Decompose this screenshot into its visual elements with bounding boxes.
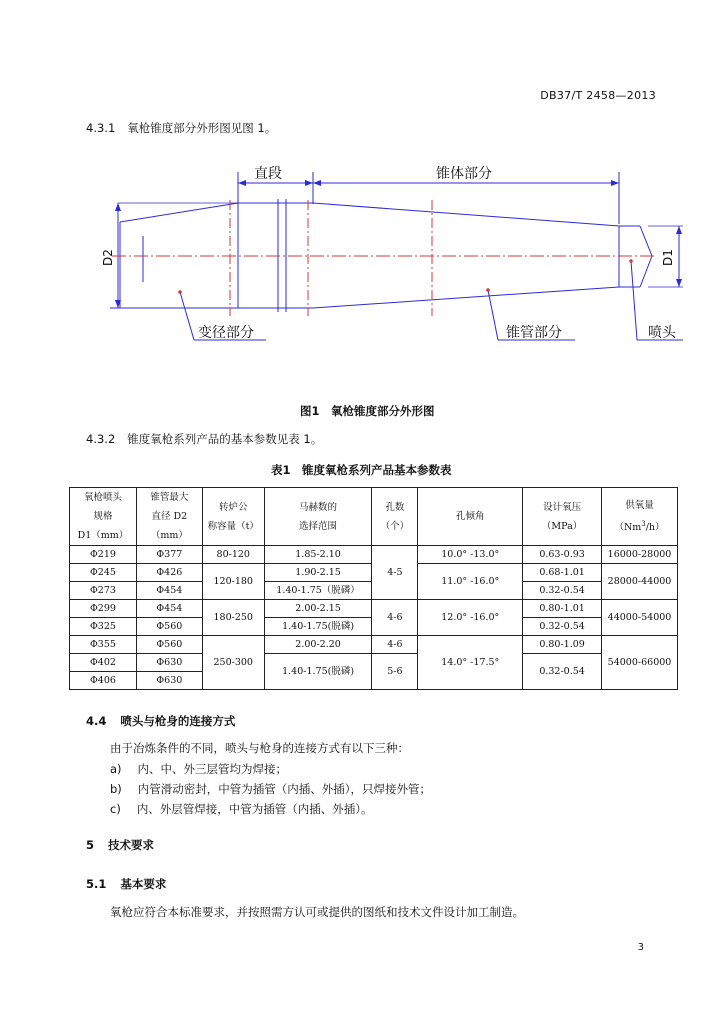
leader-line: [488, 290, 498, 340]
table-header-row: [70, 488, 678, 546]
document-code: DB37/T 2458—2013: [540, 89, 656, 102]
header-hole-angle: 孔倾角: [418, 488, 523, 546]
table-caption: 表1 锥度氧枪系列产品基本参数表: [271, 463, 452, 477]
callout-nozzle: 喷头: [648, 325, 676, 341]
header-mach-range: 马赫数的 选择范围: [264, 488, 372, 546]
table-row: Φ273 Φ454 1.40-1.75（脱磷） 0.32-0.54: [70, 582, 678, 600]
table-row: Φ219 Φ377 80-120 1.85-2.10 4-5 10.0° -13.0° 0.63-0.93 16000-28000: [70, 546, 678, 564]
lance-taper-diagram: [0, 150, 724, 360]
label-straight-section: 直段: [254, 166, 282, 182]
section-4-4-heading: 4.4 喷头与枪身的连接方式: [86, 714, 236, 728]
clause-text: 氧枪锥度部分外形图见图 1。: [127, 121, 277, 135]
label-cone-section: 锥体部分: [436, 166, 492, 182]
table-row: Φ402 Φ630 1.40-1.75(脱磷) 5-6 0.32-0.54: [70, 654, 678, 672]
header-nozzle-spec: 氧枪喷头 规格 D1（mm）: [70, 488, 137, 546]
header-oxygen-flow: 供氧量 （Nm$^3$/h）: [602, 488, 678, 546]
list-item: a) 内、中、外三层管均为焊接；: [110, 762, 288, 776]
table-row: Φ406 Φ630: [70, 672, 678, 690]
section-5-heading: 5 技术要求: [86, 838, 155, 852]
label-d1: D1: [661, 249, 675, 266]
clause-4-3-2: [86, 431, 322, 447]
table-row: Φ245 Φ426 120-180 1.90-2.15 11.0° -16.0° 0.68-1.01 28000-44000: [70, 564, 678, 582]
clause-number: 4.3.2: [86, 432, 116, 446]
section-5-1-heading: 5.1 基本要求: [86, 877, 167, 891]
page-number: 3: [637, 942, 644, 953]
reducer-top-edge: [120, 203, 238, 222]
list-item: c) 内、外层管焊接，中管为插管（内插、外插）。: [110, 802, 373, 816]
callout-reducer: 变径部分: [198, 325, 254, 341]
leader-line: [631, 261, 637, 340]
clause-number: 4.3.1: [86, 121, 116, 135]
cone-top-edge: [313, 203, 619, 226]
table-row: Φ299 Φ454 180-250 2.00-2.15 4-6 12.0° -16.0° 0.80-1.01 44000-54000: [70, 600, 678, 618]
clause-4-3-1: [86, 120, 276, 136]
callout-cone-tube: 锥管部分: [506, 325, 562, 341]
header-converter-capacity: 转炉公 称容量（t）: [202, 488, 264, 546]
header-design-pressure: 设计氧压 （MPa）: [523, 488, 602, 546]
figure-caption: 图1 氧枪锥度部分外形图: [300, 404, 435, 418]
leader-line: [180, 292, 194, 340]
cone-bottom-edge: [313, 287, 619, 308]
clause-text: 锥度氧枪系列产品的基本参数见表 1。: [127, 432, 323, 446]
label-d2: D2: [101, 249, 115, 266]
section-5-1-text: 氧枪应符合本标准要求，并按照需方认可或提供的图纸和技术文件设计加工制造。: [110, 905, 524, 919]
table-row: Φ325 Φ560 1.40-1.75(脱磷) 0.32-0.54: [70, 618, 678, 636]
table-row: Φ355 Φ560 250-300 2.00-2.20 4-6 14.0° -17.5° 0.80-1.09 54000-66000: [70, 636, 678, 654]
header-max-diameter: 锥管最大 直径 D2 （mm）: [136, 488, 202, 546]
header-hole-count: 孔数 （个）: [372, 488, 418, 546]
list-item: b) 内管滑动密封，中管为插管（内插、外插），只焊接外管；: [110, 782, 432, 796]
parameter-table: [69, 487, 678, 690]
section-4-4-intro: 由于冶炼条件的不同，喷头与枪身的连接方式有以下三种：: [110, 741, 409, 755]
